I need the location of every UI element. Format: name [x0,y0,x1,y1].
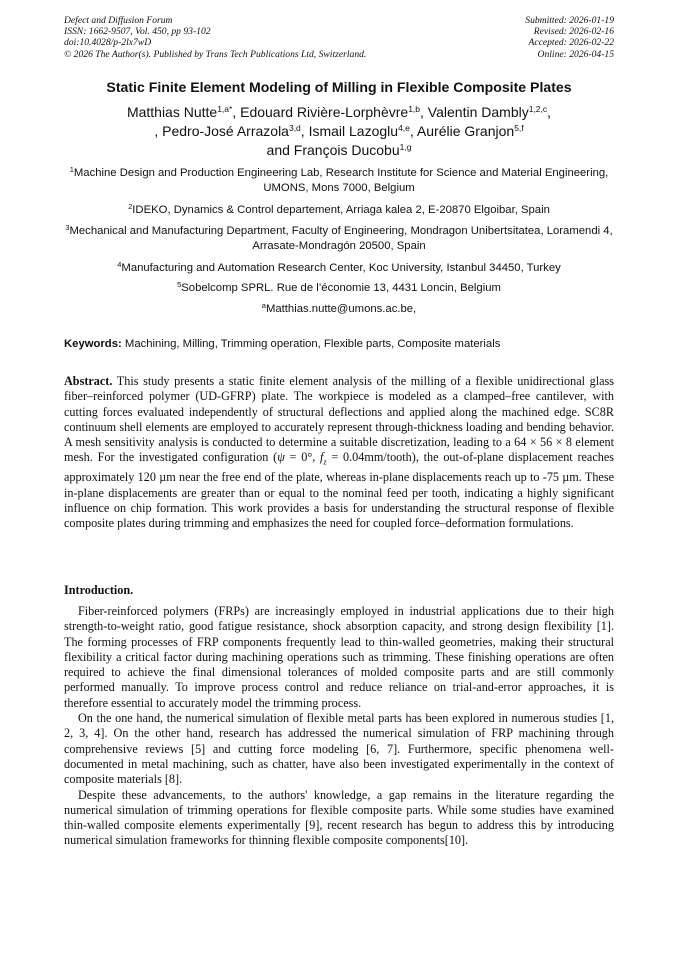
journal-name: Defect and Diffusion Forum [64,15,173,26]
author-name: , Edouard Rivière-Lorphèvre [232,104,409,120]
author-affil: 1,a* [217,104,233,114]
author-affil: 1,2,c [528,104,548,114]
author-name: , Pedro-José Arrazola [154,123,289,139]
author-name: , Valentin Dambly [420,104,529,120]
date-submitted: Submitted: 2026-01-19 [525,15,614,26]
abstract: Abstract. This study presents a static finite element analysis of the milling of a flexible unidirectional glass fiber–reinforced polymer (UD-GFRP) plate. The workpiece is modeled as a clamped–free cantilever, with cutting forces evaluated independently of structural deflections and applied along the machined edge. SC8R continuum shell elements are employed to accurately represent through-thickness loading and bending behavior. A mesh sensitivity analysis is conducted to determine a suitable discretization, leading to a 64 × 56 × 8 element mesh. For the investigated configuration (ψ = 0°, $f_z$ = 0.04mm/tooth), the out-of-plane displacement reaches approximately 120 µm near the free end of the plate, whereas in-plane displacements reach up to -75 µm. These in-plane displacements are greater than or equal to the nominal feed per tooth, indicating a highly significant influence on chip formation. This work provides a basis for understanding the structural response of flexible composite plates during trimming and emphasizes the need for coupled force–deformation formulations. [64,374,615,531]
paragraph: Fiber-reinforced polymers (FRPs) are increasingly employed in industrial applications due to their high strength-to-weight ratio, good fatigue resistance, shock absorption capacity, and strong design flexibility [1]. The forming processes of FRP components frequently lead to thin-walled geometries, making their structural flexibility a critical factor during machining operations such as trimming. These finishing operations are often required to achieve the final dimensional tolerances of molded composite parts and are still commonly performed manually. To improve process control and reduce reliance on trial-and-error approaches, it is therefore essential to accurately model the trimming process. [64,604,614,710]
introduction-body [64,604,614,849]
affiliation-5: $^5$Sobelcomp SPRL. Rue de l’économie 13, 4431 Loncin, Belgium [177,280,501,294]
author-name: and François Ducobu [266,142,400,158]
paragraph: Despite these advancements, to the authors' knowledge, a gap remains in the literature regarding the numerical simulation of trimming operations for flexible composite parts. While some studies have examined thin-walled composite elements experimentally [9], recent research has begun to address this by introducing numerical simulation frameworks for thinning flexible composite components[10]. [64,787,614,848]
affiliation-1: $^1$Machine Design and Production Engineering Lab, Research Institute for Science and Material Engineering, UMONS, Mons 7000, Belgium [69,165,609,194]
abstract-label: Abstract. [64,374,113,388]
date-revised: Revised: 2026-02-16 [533,26,614,38]
dates-header [525,15,614,60]
keywords [64,337,624,352]
copyright-line: © 2026 The Author(s). Published by Trans Tech Publications Ltd, Switzerland. [64,48,367,60]
author-name: Matthias Nutte [126,104,218,120]
paragraph: On the one hand, the numerical simulation of flexible metal parts has been explored in numerous studies [1, 2, 3, 4]. On the other hand, research has addressed the numerical simulation of FRP machining through comprehensive reviews [5] and cutting force modeling [6, 7]. Furthermore, specific phenomena well-documented in metal machining, such as chatter, have also been investigated experimentally in the context of composite materials [8]. [64,711,614,787]
author-name: , Ismail Lazoglu [300,123,399,139]
keywords-label: Keywords: [64,338,122,350]
journal-header [64,15,366,60]
journal-doi: doi:10.4028/p-2lx7wD [64,37,152,49]
affiliation-3: $^3$Mechanical and Manufacturing Department, Faculty of Engineering, Mondragon Unibertsitatea, Loramendi 4, Arrasate-Mondragón 20500, Spain [65,223,613,252]
paper-title: Static Finite Element Modeling of Milling in Flexible Composite Plates [106,79,572,95]
author-affil: 5,f [514,123,524,133]
author-affil: 3,d [288,123,301,133]
author-affil: 4,e [398,123,410,133]
affiliation-2: $^2$IDEKO, Dynamics & Control departement, Arriaga kalea 2, E-20870 Elgoibar, Spain [128,202,550,216]
keywords-text: Machining, Milling, Trimming operation, Flexible parts, Composite materials [121,338,501,350]
author-name: , Aurélie Granjon [409,123,515,139]
author-affil: 1,b [408,104,421,114]
journal-issn: ISSN: 1662-9507, Vol. 450, pp 93-102 [64,26,211,38]
author-affil: 1,g [399,142,412,152]
date-accepted: Accepted: 2026-02-22 [528,37,614,49]
author-list: Matthias Nutte$^{1,a*}$, Edouard Rivière-Lorphèvre$^{1,b}$, Valentin Dambly$^{1,2,c}$, , Pedro-José Arrazola$^{3,d}$, Ismail Lazoglu$^{4,e}$, Aurélie Granjon$^{5,f}$ and François Ducobu$^{1,g}$ [126,104,552,158]
date-online: Online: 2026-04-15 [537,48,614,60]
affiliation-4: $^4$Manufacturing and Automation Research Center, Koc University, Istanbul 34450, Turkey [117,260,561,274]
corresponding-email: $^a$Matthias.nutte@umons.ac.be, [261,301,417,315]
section-heading-introduction: Introduction. [64,583,134,597]
